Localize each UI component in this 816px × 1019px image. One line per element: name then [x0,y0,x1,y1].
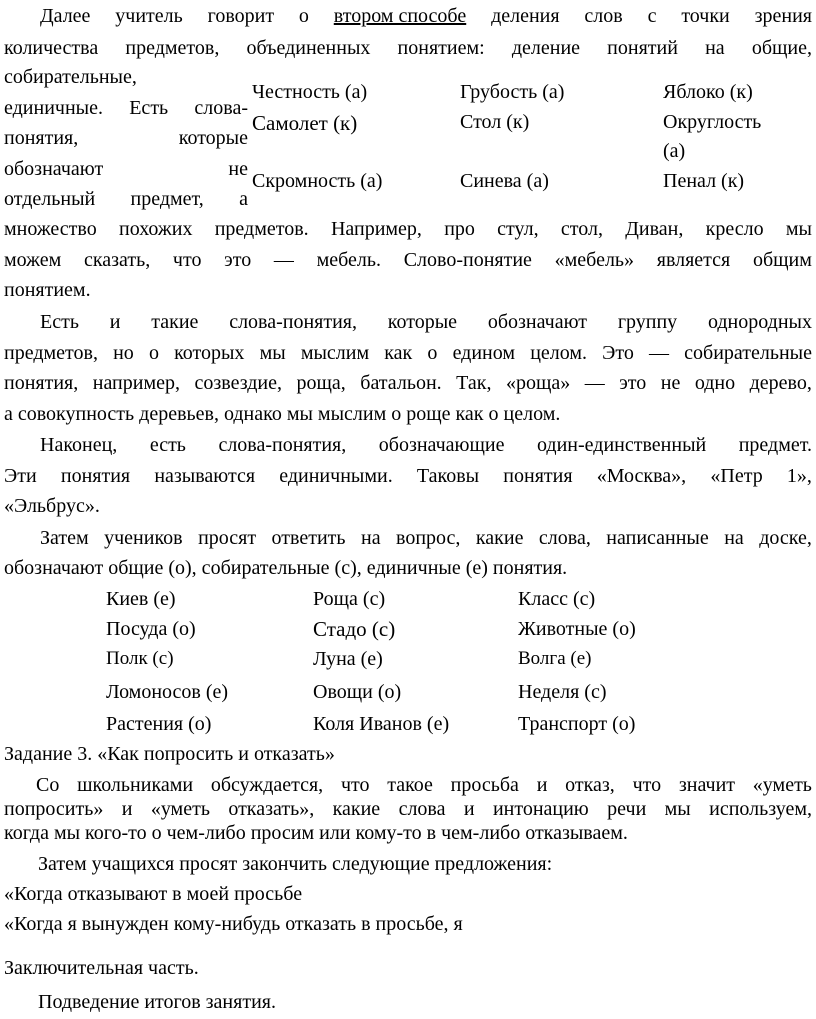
t2-r0-c1: Роща (с) [313,588,386,610]
p3-word: 1», [786,465,812,487]
p3-word: понятия [60,465,131,487]
p3-word: есть [149,434,186,456]
p1-cont-word: общим [752,249,812,271]
p2-word: дерево, [749,372,812,394]
p1-left-line4 [4,187,248,211]
p2-word: — [649,342,669,364]
p1-word: с [647,5,657,27]
t2-r3-c2: Неделя (с) [518,681,607,703]
p2-word: Есть [40,311,79,333]
p3-word: предмет. [738,434,812,456]
t2-r0-c2: Класс (с) [518,588,596,610]
task3-word: какие [332,798,381,820]
t1-r0-c0: Честность (а) [252,81,368,103]
p4-word: вопрос, [396,527,461,549]
task3-word: что [340,774,370,796]
p1-left-word: а [239,188,248,210]
p4-word: написанные [606,527,709,549]
p3-word: Наконец, [40,434,118,456]
p2-word: собирательные [684,342,812,364]
p3-line3: «Эльбрус». [4,495,100,517]
task3-word: и [463,798,475,820]
p1-left-line1 [4,96,248,120]
t1-r1-c0: Самолет (к) [252,111,358,135]
task3-line5: «Когда отказывают в моей просьбе [4,883,303,905]
task3-word: отказ, [565,774,615,796]
task3-line3: когда мы кого-то о чем-либо просим или кому-то в чем-либо отказываем. [4,822,628,844]
p1-left-word: Есть [129,97,169,119]
task3-word: что [632,774,662,796]
p2-line4: а совокупность деревьев, однако мы мыслим о роще как о целом. [4,403,561,425]
p2-word: не [660,372,681,394]
p1-cont-line2 [4,248,812,272]
p2-word: едином [452,342,516,364]
p1-cont-word: множество [4,218,97,240]
p1-left-word: обозначают [4,158,104,180]
p1-left-word: единичные. [4,97,103,119]
t2-r0-c0: Киев (е) [106,588,176,610]
p1-word: Далее [40,5,91,27]
p1-word: деления [491,5,560,27]
task3-word: просьба [450,774,519,796]
p2-line3 [4,371,812,395]
p1-word: понятием: [397,37,485,59]
p3-word: называются [154,465,256,487]
p2-word: «роща» [505,372,571,394]
p2-word: которые [387,311,458,333]
p1-left-word: отдельный [4,188,96,210]
p3-word: «Москва», [596,465,687,487]
p1-cont-word: сказать, [83,249,151,271]
task3-word: обсуждается, [210,774,324,796]
p2-word: о [148,342,159,364]
task3-word: интонацию [492,798,589,820]
p1-cont-word: — [273,249,294,271]
p3-word: слова-понятия, [218,434,347,456]
task3-word: и [121,798,133,820]
t1-r1-c1: Стол (к) [460,111,530,133]
p1-word: слов [584,5,623,27]
p2-word: слова-понятия, [229,311,358,333]
p2-word: это [619,372,647,394]
p1-word: точки [681,5,730,27]
task3-title: Задание 3. «Как попросить и отказать» [4,743,335,765]
p1-cont-word: Например, [330,218,422,240]
p1-left-word: понятия, [4,127,79,149]
t1-r0-c1: Грубость (а) [460,81,565,103]
p1-cont-word: похожих [118,218,193,240]
p1-word: на [705,37,725,59]
p2-word: Это [602,342,634,364]
p4-word: ответить [271,527,346,549]
p1-cont-word: это [224,249,252,271]
p2-word: созвездие, [194,372,283,394]
task3-word: и [536,774,548,796]
p3-word: один-единственный [536,434,707,456]
t2-r1-c0: Посуда (о) [106,618,196,640]
p2-word: понятия, [4,372,79,394]
t1-r3-c2: Пенал (к) [663,170,745,192]
p4-line2: обозначают общие (о), собирательные (с), единичные (е) понятия. [4,557,568,579]
t2-r2-c1: Луна (е) [313,648,383,670]
p1-cont-word: мебель. [316,249,382,271]
p1-left-line2 [4,126,248,150]
task3-word: отказать», [228,798,315,820]
p1-cont-word: про [444,218,475,240]
task3-line6: «Когда я вынужден кому-нибудь отказать в просьбе, я [4,913,463,935]
task3-line2 [4,797,812,821]
p1-cont-word: является [656,249,731,271]
p1-cont-line3: понятием. [4,279,91,301]
final-title: Заключительная часть. [4,957,199,979]
p2-word: мы [259,342,286,364]
p2-word: и [109,311,121,333]
p3-word: Эти [4,465,37,487]
p1-cont-word: мы [785,218,812,240]
p2-word: такие [151,311,199,333]
p3-word: «Петр [710,465,763,487]
p1-cont-word: Слово-понятие [403,249,532,271]
p1-cont-word: кресло [705,218,764,240]
p2-word: например, [92,372,180,394]
p2-word: мыслим [300,342,370,364]
task3-word: школьниками [77,774,194,796]
t2-r3-c0: Ломоносов (е) [106,681,229,703]
t2-r1-c2: Животные (о) [518,618,636,640]
t1-r2-c2: (а) [663,140,686,162]
p1-word: зрения [754,5,812,27]
p2-word: но [113,342,134,364]
p1-left-word: которые [178,127,248,149]
p2-word: батальон. [360,372,442,394]
p1-cont-word: «мебель» [554,249,635,271]
t2-r1-c1: Стадо (с) [313,617,396,641]
p2-word: группу [617,311,678,333]
p3-line2 [4,464,812,488]
p1-line3: собирательные, [4,66,137,88]
p2-line2 [4,341,812,365]
p1-word: предметов, [125,37,220,59]
p4-word: какие [475,527,524,549]
t1-r0-c2: Яблоко (к) [663,81,753,103]
task3-word: мы [664,798,691,820]
p2-word: роща, [296,372,346,394]
p2-word: обозначают [487,311,588,333]
p4-line1 [40,526,812,550]
p1-word: говорит [207,5,275,27]
t1-r3-c1: Синева (а) [460,170,549,192]
p4-word: просят [198,527,257,549]
t1-r1-c2: Округлость [663,111,762,133]
p2-word: однородных [707,311,812,333]
task3-word: «уметь [150,798,210,820]
task3-word: речи [607,798,647,820]
p1-cont-word: Диван, [625,218,684,240]
p2-word: предметов, [4,342,98,364]
p1-cont-word: что [172,249,202,271]
p4-word: на [360,527,381,549]
p1-line1 [40,4,812,28]
task3-word: используем, [709,798,812,820]
p3-word: единичными. [279,465,393,487]
t2-r4-c0: Растения (о) [106,713,212,735]
task3-word: Со [36,774,60,796]
p1-word: объединенных [246,37,371,59]
task3-word: слова [398,798,446,820]
underlined-phrase: втором способе [333,5,467,27]
p1-cont-word: можем [4,249,62,271]
p3-word: понятия [503,465,573,487]
p1-word: количества [4,37,99,59]
p2-word: о [427,342,438,364]
p3-word: Таковы [416,465,480,487]
p1-cont-word: стул, [497,218,539,240]
p1-word: о [298,5,309,27]
t1-r3-c0: Скромность (а) [252,170,383,192]
p2-word: которых [174,342,245,364]
p2-word: одно [694,372,736,394]
p1-left-line3 [4,157,248,181]
p4-word: на [724,527,744,549]
t2-r4-c2: Транспорт (о) [518,713,636,735]
task3-word: попросить» [4,798,104,820]
p1-word: понятий [607,37,678,59]
p1-cont-word: предметов. [214,218,309,240]
t2-r2-c0: Полк (с) [106,648,174,669]
p4-word: слова, [538,527,591,549]
p1-left-word: предмет, [130,188,204,210]
p2-line1 [40,310,812,334]
t2-r4-c1: Коля Иванов (е) [313,713,450,735]
t2-r3-c1: Овощи (о) [313,681,402,703]
task3-word: «уметь [752,774,812,796]
task3-word: значит [678,774,736,796]
p1-left-word: слова- [194,97,248,119]
p1-word: учитель [115,5,183,27]
p1-cont-word: стол, [560,218,603,240]
task3-line4: Затем учащихся просят закончить следующие предложения: [38,853,553,875]
p2-word: — [584,372,605,394]
p1-left-word: не [228,158,248,180]
p1-word: деление [511,37,581,59]
p2-word: как [384,342,413,364]
task3-word: такое [387,774,433,796]
t2-r2-c2: Волга (е) [518,648,592,669]
p3-line1 [40,433,812,457]
p3-word: обозначающие [378,434,505,456]
p4-word: Затем [40,527,89,549]
p2-word: целом. [530,342,588,364]
p1-cont-line1 [4,217,812,241]
p2-word: Так, [456,372,492,394]
p4-word: доске, [759,527,812,549]
p1-line2 [4,36,812,60]
final-text: Подведение итогов занятия. [38,991,276,1013]
task3-line1 [36,773,812,797]
p1-word: общие, [751,37,812,59]
p4-word: учеников [104,527,183,549]
